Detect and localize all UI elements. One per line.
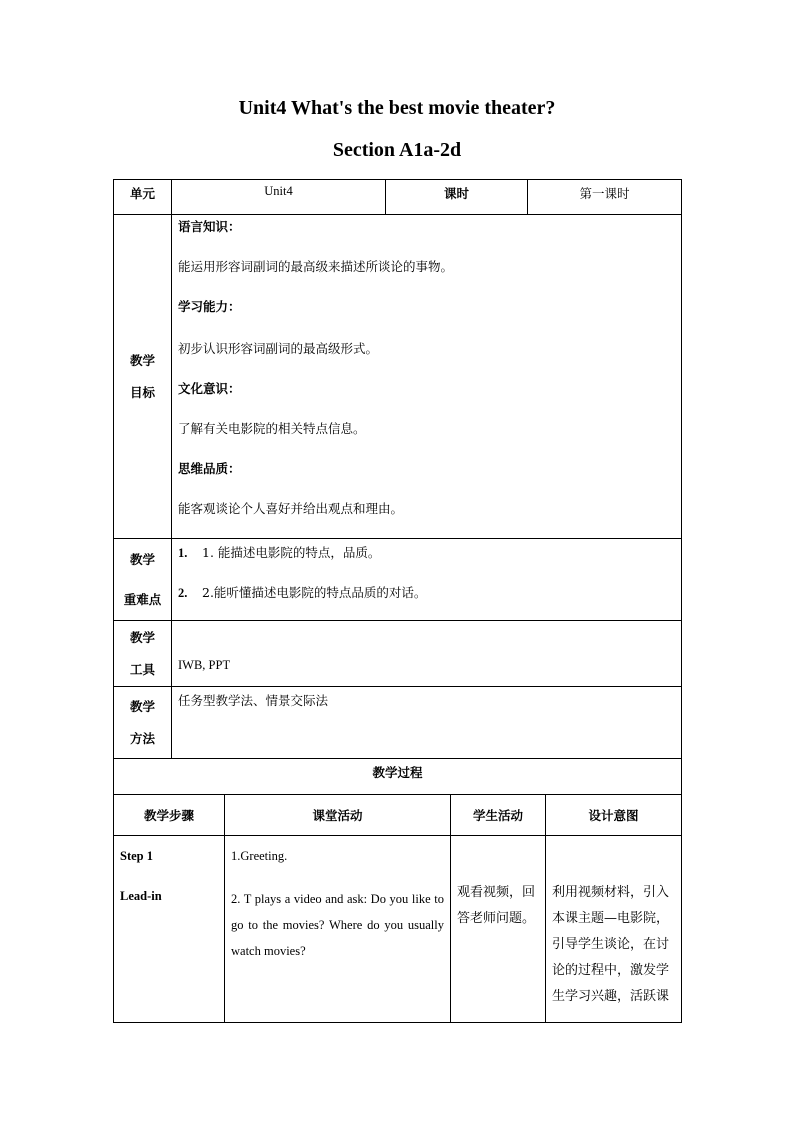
step1-intent: 利用视频材料，引入本课主题—电影院，引导学生谈论，在讨论的过程中，激发学生学习兴趣，活跃课 xyxy=(546,836,682,1023)
keypoint-1-text: 1. 能描述电影院的特点，品质。 xyxy=(202,545,381,560)
step1-activity-line2: 2. T plays a video and ask: Do you like to go to the movies? Where do you usually watch movies? xyxy=(231,892,444,958)
goals-content xyxy=(172,215,682,539)
process-title-row xyxy=(114,759,682,795)
step1-name: Lead-in xyxy=(120,889,162,903)
goal-heading-culture: 文化意识： xyxy=(178,381,241,396)
keypoints-row xyxy=(114,539,682,621)
unit-row xyxy=(114,180,682,215)
keypoints-label-line2: 重难点 xyxy=(123,591,162,607)
tools-label-line1: 教学 xyxy=(129,629,155,645)
methods-label-line1: 教学 xyxy=(129,698,155,714)
header-student: 学生活动 xyxy=(451,795,546,836)
goal-heading-learning: 学习能力： xyxy=(178,299,241,314)
step1-activity xyxy=(225,836,451,1023)
methods-row xyxy=(114,687,682,759)
keypoints-content xyxy=(172,539,682,621)
keypoint-2-num: 2. xyxy=(178,586,188,600)
header-activity: 课堂活动 xyxy=(225,795,451,836)
keypoints-label xyxy=(114,539,172,621)
keypoint-2 xyxy=(178,583,675,603)
header-intent: 设计意图 xyxy=(546,795,682,836)
tools-row xyxy=(114,621,682,687)
unit-value: Unit4 xyxy=(172,180,386,215)
header-step: 教学步骤 xyxy=(114,795,225,836)
methods-label xyxy=(114,687,172,759)
keypoint-2-text: 2.能听懂描述电影院的特点品质的对话。 xyxy=(202,585,427,600)
step1-cell xyxy=(114,836,225,1023)
step1-row xyxy=(114,836,682,1023)
tools-label xyxy=(114,621,172,687)
unit-label: 单元 xyxy=(114,180,172,215)
step1-number: Step 1 xyxy=(120,849,153,863)
process-header-row xyxy=(114,795,682,836)
goal-text-culture: 了解有关电影院的相关特点信息。 xyxy=(178,421,366,436)
methods-value: 任务型教学法、情景交际法 xyxy=(172,687,682,759)
goal-text-language: 能运用形容词副词的最高级来描述所谈论的事物。 xyxy=(178,259,454,274)
keypoint-1 xyxy=(178,543,675,563)
step1-activity-line1: 1.Greeting. xyxy=(231,849,288,863)
period-value: 第一课时 xyxy=(528,180,682,215)
goal-heading-thinking: 思维品质： xyxy=(178,461,241,476)
keypoint-1-num: 1. xyxy=(178,546,188,560)
process-title: 教学过程 xyxy=(114,759,682,795)
goals-label-line1: 教学 xyxy=(129,352,155,368)
goals-label-line2: 目标 xyxy=(129,384,155,400)
goals-label xyxy=(114,215,172,539)
document-title: Unit4 What's the best movie theater? xyxy=(238,97,556,119)
process-table xyxy=(113,794,682,1023)
lesson-info-table xyxy=(113,179,682,795)
goal-heading-language: 语言知识： xyxy=(178,219,241,234)
goal-text-thinking: 能客观谈论个人喜好并给出观点和理由。 xyxy=(178,501,404,516)
tools-value: IWB, PPT xyxy=(172,621,682,687)
keypoints-label-line1: 教学 xyxy=(129,551,155,567)
goals-row xyxy=(114,215,682,539)
period-label: 课时 xyxy=(386,180,528,215)
methods-label-line2: 方法 xyxy=(129,730,155,746)
goal-text-learning: 初步认识形容词副词的最高级形式。 xyxy=(178,341,379,356)
step1-student: 观看视频，回答老师问题。 xyxy=(451,836,546,1023)
tools-label-line2: 工具 xyxy=(129,661,155,677)
document-subtitle: Section A1a-2d xyxy=(332,139,462,161)
